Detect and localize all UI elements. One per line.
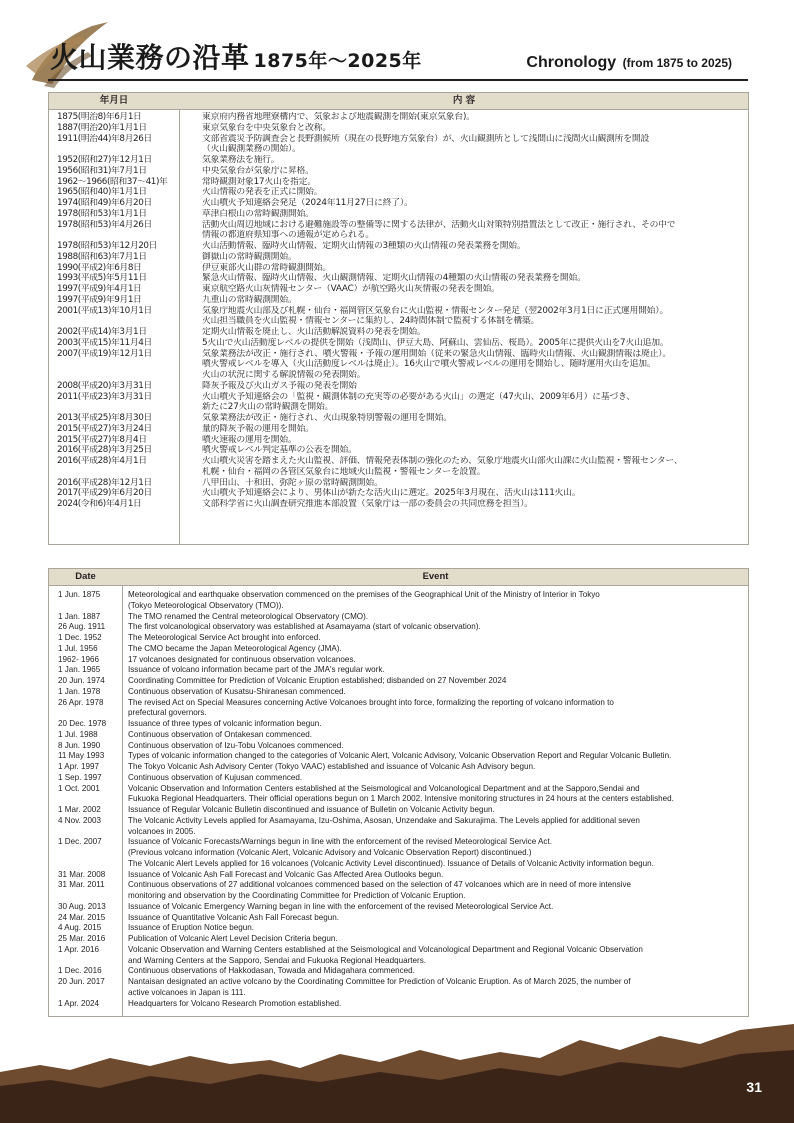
event-line: 常時観測対象17火山を指定。 (202, 176, 316, 187)
table-row (49, 633, 748, 644)
row-event (128, 698, 748, 720)
event-line: 新たに27火山の常時観測を開始。 (202, 402, 334, 413)
row-event (181, 435, 748, 446)
row-event (181, 456, 748, 478)
chronology-table-en (48, 568, 749, 1017)
row-event (128, 762, 748, 773)
event-line: 九重山の常時観測開始。 (202, 294, 297, 305)
row-date: 1962- 1966 (58, 654, 99, 664)
row-event (181, 478, 748, 489)
table-row (49, 655, 748, 666)
event-line: Volcanic Observation and Warning Centers established at the Seismological and Volcanological Department and Regional Volcanic Observation (128, 944, 643, 954)
table-row (49, 381, 748, 392)
row-date: 2016(平成28)年4月1日 (57, 456, 147, 466)
event-line: 東京航空路火山灰情報センター（VAAC）が航空路火山灰情報の発表を開始。 (202, 284, 500, 294)
table-row (49, 590, 748, 612)
table-row (49, 902, 748, 913)
table-row (49, 445, 748, 456)
row-date: 1978(昭和53)年4月26日 (57, 219, 152, 230)
table-row (49, 730, 748, 741)
table-row (49, 816, 748, 838)
row-date: 1965(昭和40)年1月1日 (57, 187, 147, 198)
table-row (49, 177, 748, 188)
row-event (181, 295, 748, 306)
event-line: 火山噴火予知連絡会の「監視・観測体制の充実等の必要がある火山」の選定（47火山、2009年6月）に基づき、 (202, 391, 635, 402)
event-line: 噴火警戒レベル判定基準の公表を開始。 (202, 445, 357, 456)
row-event (128, 945, 748, 967)
row-date: 1875(明治8)年6月1日 (57, 112, 142, 122)
table-row (49, 999, 748, 1010)
page-footer (0, 1010, 794, 1123)
row-event (128, 923, 748, 934)
row-date: 2016(平成28)年3月25日 (57, 445, 152, 456)
table-row (49, 622, 748, 633)
event-line: 伊豆東部火山群の常時観測開始。 (202, 262, 331, 273)
table-row (49, 805, 748, 816)
event-line: The CMO became the Japan Meteorological Agency (JMA). (128, 643, 342, 653)
event-line: 草津白根山の常時観測開始。 (202, 208, 314, 219)
event-line: 文部科学省に火山調査研究推進本部設置（気象庁は一部の委員会の共同庶務を担当）。 (202, 499, 533, 509)
table-row (49, 220, 748, 242)
event-line: prefectural governors. (128, 708, 207, 718)
table-row (49, 499, 748, 510)
column-header-event: Event (422, 571, 449, 582)
table-row (49, 413, 748, 424)
row-event (181, 273, 748, 284)
row-date: 25 Mar. 2016 (58, 934, 106, 943)
title-jp-text: 火山業務の沿革 (50, 41, 250, 74)
table-row (49, 665, 748, 676)
event-line: Continuous observations of Hakkodasan, Towada and Midagahara commenced. (128, 966, 415, 976)
event-line: 火山担当職員を火山監視・情報センターに集約し、24時間体制で監視する体制を構築。 (202, 316, 540, 327)
event-line: 火山情報の発表を正式に開始。 (202, 187, 323, 198)
table-row (49, 773, 748, 784)
row-event (181, 166, 748, 177)
row-event (128, 977, 748, 999)
row-event (128, 902, 748, 913)
event-line: 八甲田山、十和田、弥陀ヶ原の常時観測開始。 (202, 477, 383, 488)
row-event (128, 870, 748, 881)
event-line: Issuance of Volcanic Forecasts/Warnings begun in line with the enforcement of the revised Meteorological Service Act. (128, 837, 552, 847)
table-row (49, 456, 748, 478)
event-line: 量的降灰予報の運用を開始。 (202, 423, 314, 434)
row-event (181, 424, 748, 435)
title-jp-years: 1875年～2025年 (253, 50, 422, 72)
event-line: Continuous observation of Kujusan commenced. (128, 772, 303, 782)
event-line: 降灰予報及び火山ガス予報の発表を開始 (202, 380, 357, 391)
row-date: 1 Dec. 2007 (58, 837, 102, 847)
row-event (181, 327, 748, 338)
row-date: 2002(平成14)年3月1日 (57, 327, 147, 337)
table-row (49, 134, 748, 156)
row-date: 1 Jul. 1988 (58, 729, 98, 739)
event-line: Publication of Volcanic Alert Level Decision Criteria begun. (128, 934, 338, 943)
event-line: Types of volcanic information changed to the categories of Volcanic Alert, Volcanic Advisory, Volcanic Observation Report and Regular Volcanic Bulletin. (128, 751, 672, 761)
event-line: Issuance of volcano information became part of the JMA's regular work. (128, 665, 385, 675)
row-date: 1952(昭和27)年12月1日 (57, 155, 152, 165)
row-event (181, 306, 748, 328)
event-line: Issuance of three types of volcanic information begun. (128, 719, 322, 728)
row-date: 1 Mar. 2002 (58, 805, 101, 814)
table-row (49, 923, 748, 934)
table-body-en (49, 590, 748, 1009)
table-row (49, 338, 748, 349)
table-row (49, 252, 748, 263)
row-date: 20 Jun. 2017 (58, 977, 105, 986)
event-line: 東京府内務省地理寮構内で、気象および地震観測を開始(東京気象台)。 (202, 112, 475, 122)
row-event (128, 805, 748, 816)
row-date: 2007(平成19)年12月1日 (57, 348, 152, 359)
event-line: 中央気象台が気象庁に昇格。 (202, 165, 314, 176)
row-date: 26 Apr. 1978 (58, 697, 104, 707)
row-event (181, 112, 748, 123)
row-event (128, 655, 748, 666)
row-event (128, 816, 748, 838)
row-event (128, 751, 748, 762)
row-date: 2008(平成20)年3月31日 (57, 380, 152, 391)
event-line: 17 volcanoes designated for continuous observation volcanoes. (128, 654, 356, 664)
row-event (181, 187, 748, 198)
row-event (181, 198, 748, 209)
table-row (49, 870, 748, 881)
event-line: 気象業務法が改正・施行され、噴火警報・予報の運用開始（従来の緊急火山情報、臨時火山情報、火山観測情報は廃止）。 (202, 348, 671, 359)
table-row (49, 284, 748, 295)
row-date: 1974(昭和49)年6月20日 (57, 198, 152, 208)
event-line: active volcanoes in Japan is 111. (128, 987, 246, 997)
table-row (49, 698, 748, 720)
table-row (49, 241, 748, 252)
row-date: 1997(平成9)年9月1日 (57, 294, 142, 305)
row-date: 1978(昭和53)年1月1日 (57, 208, 147, 219)
event-line: (Previous volcano information (Volcanic Alert, Volcanic Advisory and Volcanic Observation Report) discontinued.) (128, 848, 532, 857)
row-date: 11 May 1993 (58, 751, 105, 761)
row-date: 1978(昭和53)年12月20日 (57, 241, 158, 251)
row-event (181, 338, 748, 349)
row-date: 2015(平成27)年3月24日 (57, 423, 152, 434)
row-event (181, 209, 748, 220)
row-date: 8 Jun. 1990 (58, 740, 101, 750)
table-row (49, 478, 748, 489)
row-date: 24 Mar. 2015 (58, 912, 106, 922)
row-event (181, 252, 748, 263)
event-line: 火山活動情報、臨時火山情報、定期火山情報の3種類の火山情報の発表業務を開始。 (202, 241, 526, 251)
row-event (181, 392, 748, 414)
row-event (181, 499, 748, 510)
row-event (128, 913, 748, 924)
row-event (128, 741, 748, 752)
header-divider (48, 79, 748, 81)
row-event (181, 445, 748, 456)
row-event (181, 349, 748, 381)
row-date: 1 Sep. 1997 (58, 772, 102, 782)
row-date: 1 Jun. 1875 (58, 590, 101, 599)
row-date: 2017(平成29)年6月20日 (57, 488, 152, 499)
row-date: 1997(平成9)年4月1日 (57, 284, 142, 294)
event-line: The Volcanic Alert Levels applied for 16 volcanoes (Volcanic Activity Level discontinued). Issuance of Details of Volcanic Activity information begun. (128, 858, 654, 868)
row-date: 1988(昭和63)年7月1日 (57, 251, 147, 262)
table-row (49, 762, 748, 773)
row-date: 31 Mar. 2011 (58, 880, 105, 890)
row-date: 30 Aug. 2013 (58, 901, 106, 911)
event-line: 東京気象台を中央気象台と改称。 (202, 122, 331, 133)
row-date: 2015(平成27)年8月4日 (57, 434, 147, 445)
event-line: Continuous observation of Ontakesan commenced. (128, 729, 313, 739)
event-line: 札幌・仙台・福岡の各管区気象台に地域火山監視・警報センターを設置。 (202, 466, 486, 477)
row-date: 1 Dec. 2016 (58, 966, 102, 976)
event-line: （火山観測業務の開始）。 (202, 144, 301, 155)
row-event (181, 123, 748, 134)
row-date: 31 Mar. 2008 (58, 869, 106, 879)
table-row (49, 837, 748, 869)
table-row (49, 966, 748, 977)
row-event (128, 719, 748, 730)
row-event (128, 665, 748, 676)
row-event (128, 612, 748, 623)
table-header-jp (49, 93, 748, 110)
page-header (0, 0, 794, 95)
event-line: 火山噴火予知連絡会により、男体山が新たな活火山に選定。2025年3月現在、活火山は111火山。 (202, 488, 581, 499)
table-row (49, 112, 748, 123)
row-event (128, 934, 748, 945)
row-date: 1 Oct. 2001 (58, 783, 100, 793)
row-event (181, 177, 748, 188)
table-row (49, 435, 748, 446)
row-date: 1 Jan. 1887 (58, 611, 101, 621)
table-row (49, 644, 748, 655)
title-en-text: Chronology (526, 54, 617, 71)
event-line: and Warning Centers at the Sapporo, Sendai and Fukuoka Regional Headquarters. (128, 955, 427, 965)
row-date: 2024(令和6)年4月1日 (57, 499, 142, 509)
table-row (49, 880, 748, 902)
row-date: 2016(平成28)年12月1日 (57, 477, 152, 488)
row-event (128, 880, 748, 902)
chronology-table-jp (48, 92, 749, 545)
event-line: Volcanic Observation and Information Centers established at the Seismological and Volcanological Department and at the Sapporo,Sendai and (128, 783, 640, 793)
event-line: 文部省震災予防調査会と長野測候所（現在の長野地方気象台）が、火山観測所として浅間山に浅間火山観測所を開設 (202, 133, 650, 144)
row-event (181, 220, 748, 242)
event-line: The Meteorological Service Act brought into enforced. (128, 633, 321, 642)
table-header-en (49, 569, 748, 586)
row-date: 2011(平成23)年3月31日 (57, 391, 152, 402)
event-line: Continuous observation of Izu-Tobu Volcanoes commenced. (128, 740, 344, 750)
row-event (181, 241, 748, 252)
row-date: 1911(明治44)年8月26日 (57, 133, 152, 144)
event-line: (Tokyo Meteorological Observatory (TMO)). (128, 600, 284, 610)
row-event (181, 155, 748, 166)
event-line: Coordinating Committee for Prediction of Volcanic Eruption established; disbanded on 27 November 2024 (128, 676, 507, 685)
row-event (128, 730, 748, 741)
event-line: 御嶽山の常時観測開始。 (202, 251, 297, 262)
table-row (49, 676, 748, 687)
row-event (128, 966, 748, 977)
column-header-date: Date (75, 571, 96, 582)
event-line: 気象庁地震火山部及び札幌・仙台・福岡管区気象台に火山監視・情報センター発足（翌2002年3月1日に正式運用開始）。 (202, 305, 669, 316)
row-event (181, 413, 748, 424)
row-date: 1 Jan. 1978 (58, 686, 101, 696)
page-title-en (526, 54, 732, 72)
table-row (49, 295, 748, 306)
event-line: Headquarters for Volcano Research Promotion established. (128, 998, 342, 1008)
table-body-jp (49, 112, 748, 510)
event-line: Continuous observations of 27 additional volcanoes commenced based on the selection of 47 volcanoes which are in need of more intensive (128, 880, 632, 890)
row-date: 2013(平成25)年8月30日 (57, 413, 152, 423)
table-row (49, 612, 748, 623)
row-date: 20 Dec. 1978 (58, 719, 107, 728)
event-line: Meteorological and earthquake observation commenced on the premises of the Geographical Unit of the Ministry of Interior in Tokyo (128, 590, 600, 599)
table-row (49, 349, 748, 381)
row-event (128, 633, 748, 644)
event-line: The Tokyo Volcanic Ash Advisory Center (Tokyo VAAC) established and issuance of Volcanic Ash Advisory begun. (128, 762, 536, 771)
row-date: 1 Apr. 2024 (58, 998, 99, 1008)
row-date: 1962～1966(昭和37～41)年 (57, 176, 168, 187)
row-date: 1956(昭和31)年7月1日 (57, 165, 147, 176)
table-row (49, 751, 748, 762)
table-row (49, 719, 748, 730)
row-event (128, 676, 748, 687)
row-event (181, 381, 748, 392)
row-date: 1993(平成5)年5月11日 (57, 273, 147, 284)
event-line: Issuance of Quantitative Volcanic Ash Fall Forecast begun. (128, 912, 340, 922)
row-date: 20 Jun. 1974 (58, 676, 105, 685)
row-date: 4 Aug. 2015 (58, 923, 102, 933)
event-line: Issuance of Volcanic Emergency Warning began in line with the enforcement of the revised Meteorological Service Act. (128, 901, 554, 911)
row-event (128, 837, 748, 869)
mountain-silhouette-decoration (0, 1010, 794, 1123)
row-event (128, 622, 748, 633)
row-date: 4 Nov. 2003 (58, 815, 102, 825)
table-row (49, 306, 748, 328)
row-date: 1 Jan. 1965 (58, 665, 101, 675)
table-row (49, 913, 748, 924)
row-date: 1 Jul. 1956 (58, 643, 98, 653)
event-line: 緊急火山情報、臨時火山情報、火山観測情報、定期火山情報の4種類の火山情報の発表業務を開始。 (202, 273, 586, 284)
row-date: 1990(平成2)年6月8日 (57, 262, 142, 273)
table-row (49, 934, 748, 945)
event-line: The first volcanological observatory was established at Asamayama (start of volcanic observation). (128, 622, 481, 632)
row-date: 1 Dec. 1952 (58, 633, 102, 642)
table-row (49, 155, 748, 166)
event-line: Continuous observation of Kusatsu-Shiranesan commenced. (128, 686, 346, 696)
table-row (49, 209, 748, 220)
event-line: 噴火警戒レベルを導入（火山活動度レベルは廃止）。16火山で噴火警戒レベルの運用を開始し、随時運用火山を追加。 (202, 359, 656, 370)
title-en-subtitle: (from 1875 to 2025) (622, 56, 732, 70)
table-row (49, 687, 748, 698)
row-event (128, 644, 748, 655)
table-row (49, 166, 748, 177)
table-row (49, 123, 748, 134)
event-line: 情報の都道府県知事への通報が定められる。 (202, 230, 374, 241)
event-line: The revised Act on Special Measures concerning Active Volcanoes brought into force, formalizing the reporting of volcano information to (128, 697, 614, 707)
event-line: Issuance of Volcanic Ash Fall Forecast and Volcanic Gas Affected Area Outlooks begun. (128, 869, 444, 879)
row-event (128, 687, 748, 698)
page-title-jp (50, 36, 422, 76)
column-header-date: 年月日 (99, 95, 129, 106)
row-event (181, 263, 748, 274)
row-date: 1 Apr. 1997 (58, 762, 99, 771)
row-event (181, 284, 748, 295)
event-line: 火山の状況に関する解説情報の発表開始。 (202, 370, 366, 380)
event-line: 定期火山情報を廃止し、火山活動解説資料の発表を開始。 (202, 327, 426, 337)
event-line: Issuance of Eruption Notice begun. (128, 923, 254, 933)
event-line: 噴火速報の運用を開始。 (202, 434, 297, 445)
table-row (49, 784, 748, 806)
row-event (128, 773, 748, 784)
table-row (49, 327, 748, 338)
event-line: monitoring and observation by the Coordinating Committee for Prediction of Volcanic Eruption. (128, 891, 466, 900)
event-line: 気象業務法を施行。 (202, 155, 280, 165)
row-date: 2003(平成15)年11月4日 (57, 337, 152, 348)
event-line: volcanoes in 2005. (128, 826, 196, 836)
table-row (49, 392, 748, 414)
table-row (49, 187, 748, 198)
table-row (49, 488, 748, 499)
row-event (128, 590, 748, 612)
event-line: 火山噴火予知連絡会発足（2024年11月27日に終了）。 (202, 198, 413, 208)
event-line: Issuance of Regular Volcanic Bulletin discontinued and issuance of Bulletin on Volcanic Activity begun. (128, 805, 495, 814)
event-line: The Volcanic Activity Levels applied for Asamayama, Izu-Oshima, Asosan, Unzendake and Sakurajima. The Levels applied for additional seven (128, 815, 640, 825)
table-row (49, 945, 748, 967)
event-line: 5火山で火山活動度レベルの提供を開始（浅間山、伊豆大島、阿蘇山、雲仙岳、桜島）。2005年に提供火山を7火山追加。 (202, 337, 669, 348)
table-row (49, 741, 748, 752)
row-date: 1 Apr. 2016 (58, 944, 99, 954)
row-date: 1887(明治20)年1月1日 (57, 122, 147, 133)
row-event (181, 134, 748, 156)
row-event (128, 999, 748, 1010)
table-row (49, 263, 748, 274)
event-line: The TMO renamed the Central meteorological Observatory (CMO). (128, 611, 369, 621)
table-row (49, 273, 748, 284)
event-line: Nantaisan designated an active volcano by the Coordinating Committee for Prediction of Volcanic Eruption. As of March 2025, the number of (128, 977, 631, 986)
table-row (49, 977, 748, 999)
table-row (49, 424, 748, 435)
column-header-event: 内 容 (452, 95, 476, 106)
event-line: Fukuoka Regional Headquarters. Their official operations begun on 1 March 2002. Intensive monitoring structures in 24 hours at the centers established. (128, 794, 674, 804)
table-row (49, 198, 748, 209)
event-line: 気象業務法が改正・施行され、火山現象特別警報の運用を開始。 (202, 413, 452, 423)
event-line: 火山噴火災害を踏まえた火山監視、評価、情報発表体制の強化のため、気象庁地震火山部火山課に火山監視・警報センター、 (202, 456, 683, 466)
page-number: 31 (746, 1079, 762, 1095)
row-event (128, 784, 748, 806)
row-date: 2001(平成13)年10月1日 (57, 305, 152, 316)
row-event (181, 488, 748, 499)
row-date: 26 Aug. 1911 (58, 622, 106, 632)
event-line: 活動火山周辺地域における避難施設等の整備等に関する法律が、活動火山対策特別措置法として改正・施行され、その中で (202, 219, 676, 230)
